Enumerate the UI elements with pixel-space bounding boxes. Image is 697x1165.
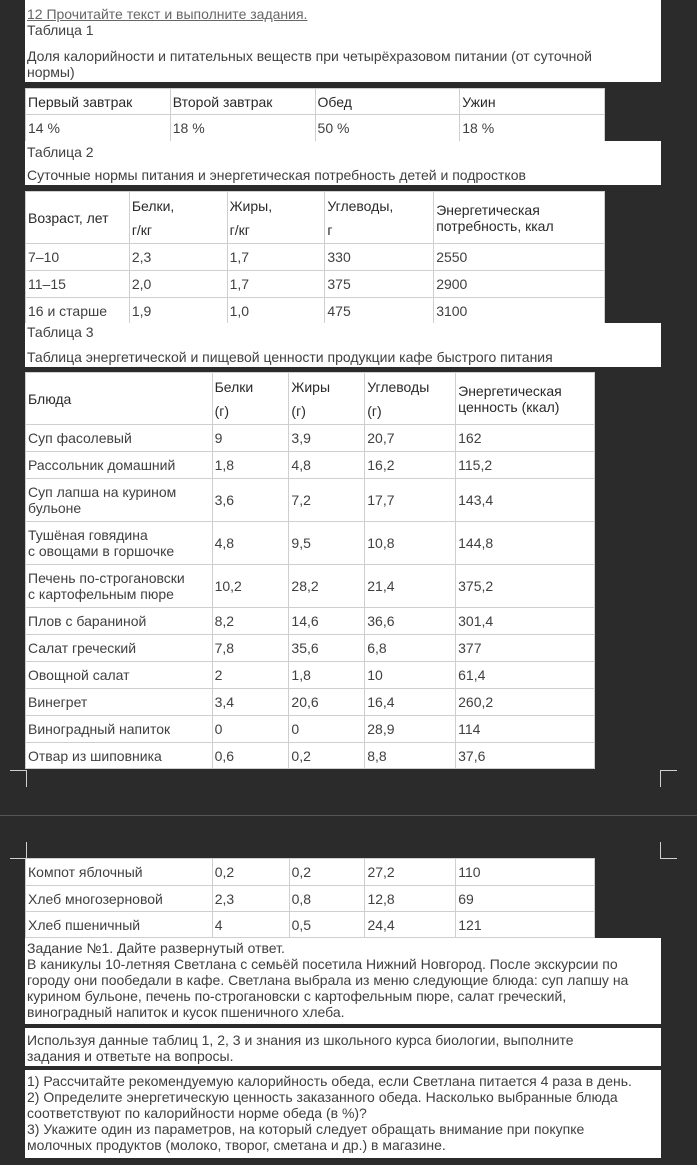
table3-header-fat — [289, 373, 365, 425]
dish-name: Виноградный напиток — [28, 721, 171, 737]
page-corner-mark — [660, 842, 677, 859]
dish-name: Рассольник домашний — [28, 457, 176, 473]
table2-caption: Суточные нормы питания и энергетическая потребность детей и подростков — [27, 167, 526, 183]
task-line: задания и ответьте на вопросы. — [27, 1048, 234, 1064]
table3-header-dish: Блюда — [26, 373, 213, 425]
dish-name: Суп лапша на курином — [28, 484, 177, 500]
table1-value-cell: 14 % — [26, 115, 171, 142]
task-line: соответствуют по калорийности норме обеда (в %)? — [27, 1105, 367, 1121]
table3-cell: 10,2 — [212, 565, 289, 608]
table3-cell: 0 — [289, 716, 365, 743]
task-line: городу они пообедали в кафе. Светлана выбрала из меню следующие блюда: суп лапшу на — [27, 972, 629, 988]
table3-row — [26, 743, 595, 769]
table3-cell: 20,6 — [289, 689, 365, 716]
header-line: Белки — [214, 378, 254, 395]
table3-cell: 69 — [456, 886, 595, 912]
table3-cell: 114 — [456, 716, 595, 743]
table3-cell: 4,8 — [289, 452, 365, 479]
table3-row — [26, 522, 595, 565]
dish-name: Салат греческий — [28, 640, 137, 656]
table3-cell: 0,2 — [289, 743, 365, 769]
table3-header-carbs — [365, 373, 456, 425]
table2-cell: 1,9 — [129, 298, 227, 324]
table2-cell: 475 — [325, 298, 434, 324]
task-line: Используя данные таблиц 1, 2, 3 и знания из школьного курса биологии, выполните — [27, 1032, 574, 1048]
table3-cell: Хлеб пшеничный — [26, 912, 213, 938]
table3-cell: 0,8 — [289, 886, 365, 912]
header-line: г — [327, 221, 333, 238]
header-line: Углеводы, — [327, 197, 394, 214]
table2-cell: 2900 — [434, 271, 605, 298]
table2-header-energy — [434, 192, 605, 244]
table3-cell: 8,8 — [365, 743, 456, 769]
dish-name: Овощной салат — [28, 667, 130, 683]
task-line: Задание №1. Дайте развернутый ответ. — [27, 940, 285, 956]
table3-cell: 301,4 — [456, 608, 595, 635]
table3-cell: 3,9 — [289, 425, 365, 452]
task-block-intro — [25, 938, 661, 1024]
table2-header-carbs — [325, 192, 434, 244]
dish-name: Плов с бараниной — [28, 613, 147, 629]
table3-label: Таблица 3 — [27, 324, 94, 340]
table2-header-age: Возраст, лет — [26, 192, 130, 244]
header-line: ценность (ккал) — [458, 398, 560, 415]
table3-dish-cell — [26, 452, 213, 479]
table2-cell: 7–10 — [26, 244, 130, 271]
table3-row — [26, 425, 595, 452]
table3-dish-cell — [26, 479, 213, 522]
table3-cell: 16,4 — [365, 689, 456, 716]
table2-cell: 330 — [325, 244, 434, 271]
task-line: курином бульоне, печень по-строгановски с картофельным пюре, салат греческий, — [27, 988, 567, 1004]
table3-cell: 6,8 — [365, 635, 456, 662]
table3-cell: 37,6 — [456, 743, 595, 769]
table3-continued — [25, 858, 595, 938]
table3-cell: 24,4 — [365, 912, 456, 938]
table2-header-protein — [129, 192, 227, 244]
task-heading[interactable]: 12 Прочитайте текст и выполните задания. — [27, 6, 308, 22]
table2-caption-block — [25, 141, 661, 185]
dish-name: Суп фасолевый — [28, 430, 132, 446]
table3-cell: 4,8 — [212, 522, 289, 565]
table3-dish-cell — [26, 608, 213, 635]
header-line: г/кг — [131, 221, 153, 238]
table3-cell: 0 — [212, 716, 289, 743]
header-line: (г) — [214, 402, 230, 419]
page-corner-mark — [10, 770, 27, 787]
table1-header-cell: Второй завтрак — [170, 89, 315, 115]
table3-cell: 110 — [456, 859, 595, 886]
table3-cell: 375,2 — [456, 565, 595, 608]
table3-cell: 17,7 — [365, 479, 456, 522]
table3-cell: 121 — [456, 912, 595, 938]
table3-caption-block — [25, 323, 661, 367]
table1-caption: Доля калорийности и питательных веществ при четырёхразовом питании (от суточной — [27, 48, 592, 64]
table2-cell: 3100 — [434, 298, 605, 324]
table3-cell: 8,2 — [212, 608, 289, 635]
table3-cell: 1,8 — [289, 662, 365, 689]
table2-cell: 1,7 — [227, 271, 325, 298]
table3-cell: 61,4 — [456, 662, 595, 689]
table3-cell: 35,6 — [289, 635, 365, 662]
table3-cell: 10 — [365, 662, 456, 689]
table3-cell: 377 — [456, 635, 595, 662]
dish-name-cont: с картофельным пюре — [28, 586, 174, 602]
table2-cell: 1,7 — [227, 244, 325, 271]
task-line: 1) Рассчитайте рекомендуемую калорийность обеда, если Светлана питается 4 раза в день. — [27, 1073, 632, 1089]
table3-cell: 0,5 — [289, 912, 365, 938]
table3-cell: Хлеб многозерновой — [26, 886, 213, 912]
table3-row — [26, 689, 595, 716]
header-line: г/кг — [229, 221, 250, 238]
page-corner-mark — [660, 770, 677, 787]
task-line: виноградный напиток и кусок пшеничного хлеба. — [27, 1004, 345, 1020]
table3-cell: 3,6 — [212, 479, 289, 522]
table3-cell: 12,8 — [365, 886, 456, 912]
header-line: Углеводы — [367, 378, 430, 395]
table1-caption-cont: нормы) — [27, 64, 75, 80]
table3-dish-cell — [26, 565, 213, 608]
table2-cell: 11–15 — [26, 271, 130, 298]
table2-cell: 2,0 — [129, 271, 227, 298]
table3-row — [26, 662, 595, 689]
table3-cell: 27,2 — [365, 859, 456, 886]
task-block-questions — [25, 1070, 661, 1158]
table2-cell: 2,3 — [129, 244, 227, 271]
table3-cell: 260,2 — [456, 689, 595, 716]
table3-dish-cell — [26, 689, 213, 716]
table3-cell: 7,8 — [212, 635, 289, 662]
task-line: молочных продуктов (молоко, творог, сметана и др.) в магазине. — [27, 1137, 446, 1153]
table3-cell: 20,7 — [365, 425, 456, 452]
task-block-instructions — [25, 1028, 661, 1066]
table3-row — [26, 608, 595, 635]
table2-cell: 2550 — [434, 244, 605, 271]
dish-name: Отвар из шиповника — [28, 747, 162, 764]
table3 — [25, 372, 595, 769]
table1-label: Таблица 1 — [27, 22, 94, 38]
table1-value-cell: 50 % — [315, 115, 460, 142]
header-line: Жиры, — [229, 197, 273, 214]
table1-header-cell: Обед — [315, 89, 460, 115]
header-line: Белки, — [131, 197, 175, 214]
header-line: Жиры — [291, 378, 331, 395]
table3-dish-cell — [26, 522, 213, 565]
dish-name-cont: с овощами в горшочке — [28, 543, 175, 559]
table1 — [25, 88, 605, 142]
table3-cell: 162 — [456, 425, 595, 452]
table3-row — [26, 565, 595, 608]
table3-cell: 16,2 — [365, 452, 456, 479]
table3-cell: 144,8 — [456, 522, 595, 565]
table3-header-protein — [212, 373, 289, 425]
table3-cell: 2,3 — [212, 886, 289, 912]
dish-name: Тушёная говядина — [28, 527, 148, 543]
table2-label: Таблица 2 — [27, 144, 94, 160]
table3-dish-cell — [26, 716, 213, 743]
table3-cell: 0,6 — [212, 743, 289, 769]
page-corner-mark — [10, 842, 27, 859]
table2-cell: 375 — [325, 271, 434, 298]
table3-row — [26, 479, 595, 522]
table3-cell: 36,6 — [365, 608, 456, 635]
table3-cell: 4 — [212, 912, 289, 938]
table3-header-energy — [456, 373, 595, 425]
table3-caption: Таблица энергетической и пищевой ценности продукции кафе быстрого питания — [27, 349, 553, 365]
table2-cell: 1,0 — [227, 298, 325, 324]
table3-row — [26, 452, 595, 479]
table3-cell: 10,8 — [365, 522, 456, 565]
table3-cell: 115,2 — [456, 452, 595, 479]
dish-name: Винегрет — [28, 694, 88, 710]
header-line: Энергетическая — [458, 382, 562, 399]
table1-header-cell: Первый завтрак — [26, 89, 171, 115]
table3-dish-cell — [26, 662, 213, 689]
table2-header-fat — [227, 192, 325, 244]
table3-cell: 143,4 — [456, 479, 595, 522]
task-line: 3) Укажите один из параметров, на который следует обращать внимание при покупке — [27, 1121, 585, 1137]
table3-cell: 2 — [212, 662, 289, 689]
dish-name: Печень по-строгановски — [28, 570, 185, 586]
table1-header-cell: Ужин — [460, 89, 605, 115]
task-line: В каникулы 10-летняя Светлана с семьёй посетила Нижний Новгород. После экскурсии по — [27, 956, 618, 972]
table3-dish-cell — [26, 635, 213, 662]
table3-cell: 9 — [212, 425, 289, 452]
header-line: (г) — [291, 402, 306, 419]
table3-cell: 21,4 — [365, 565, 456, 608]
table3-cell: 0,2 — [289, 859, 365, 886]
table3-cell: 28,9 — [365, 716, 456, 743]
table3-cell: 7,2 — [289, 479, 365, 522]
dish-name-cont: бульоне — [28, 500, 82, 516]
header-line: (г) — [367, 402, 382, 419]
table1-value-cell: 18 % — [170, 115, 315, 142]
table3-cell: 14,6 — [289, 608, 365, 635]
header-line: потребность, ккал — [436, 217, 554, 234]
heading-block — [25, 0, 661, 82]
task-line: 2) Определите энергетическую ценность заказанного обеда. Насколько выбранные блюда — [27, 1089, 618, 1105]
table3-cell: 3,4 — [212, 689, 289, 716]
table3-cell: Компот яблочный — [26, 859, 213, 886]
header-line: Энергетическая — [436, 201, 540, 218]
table1-value-cell: 18 % — [460, 115, 605, 142]
table3-dish-cell — [26, 743, 213, 769]
table3-dish-cell — [26, 425, 213, 452]
table2 — [25, 191, 605, 324]
table3-row — [26, 635, 595, 662]
page-divider — [0, 815, 697, 816]
table3-row — [26, 716, 595, 743]
table3-cell: 28,2 — [289, 565, 365, 608]
table3-cell: 0,2 — [212, 859, 289, 886]
table2-cell: 16 и старше — [26, 298, 130, 324]
table3-cell: 1,8 — [212, 452, 289, 479]
table3-cell: 9,5 — [289, 522, 365, 565]
